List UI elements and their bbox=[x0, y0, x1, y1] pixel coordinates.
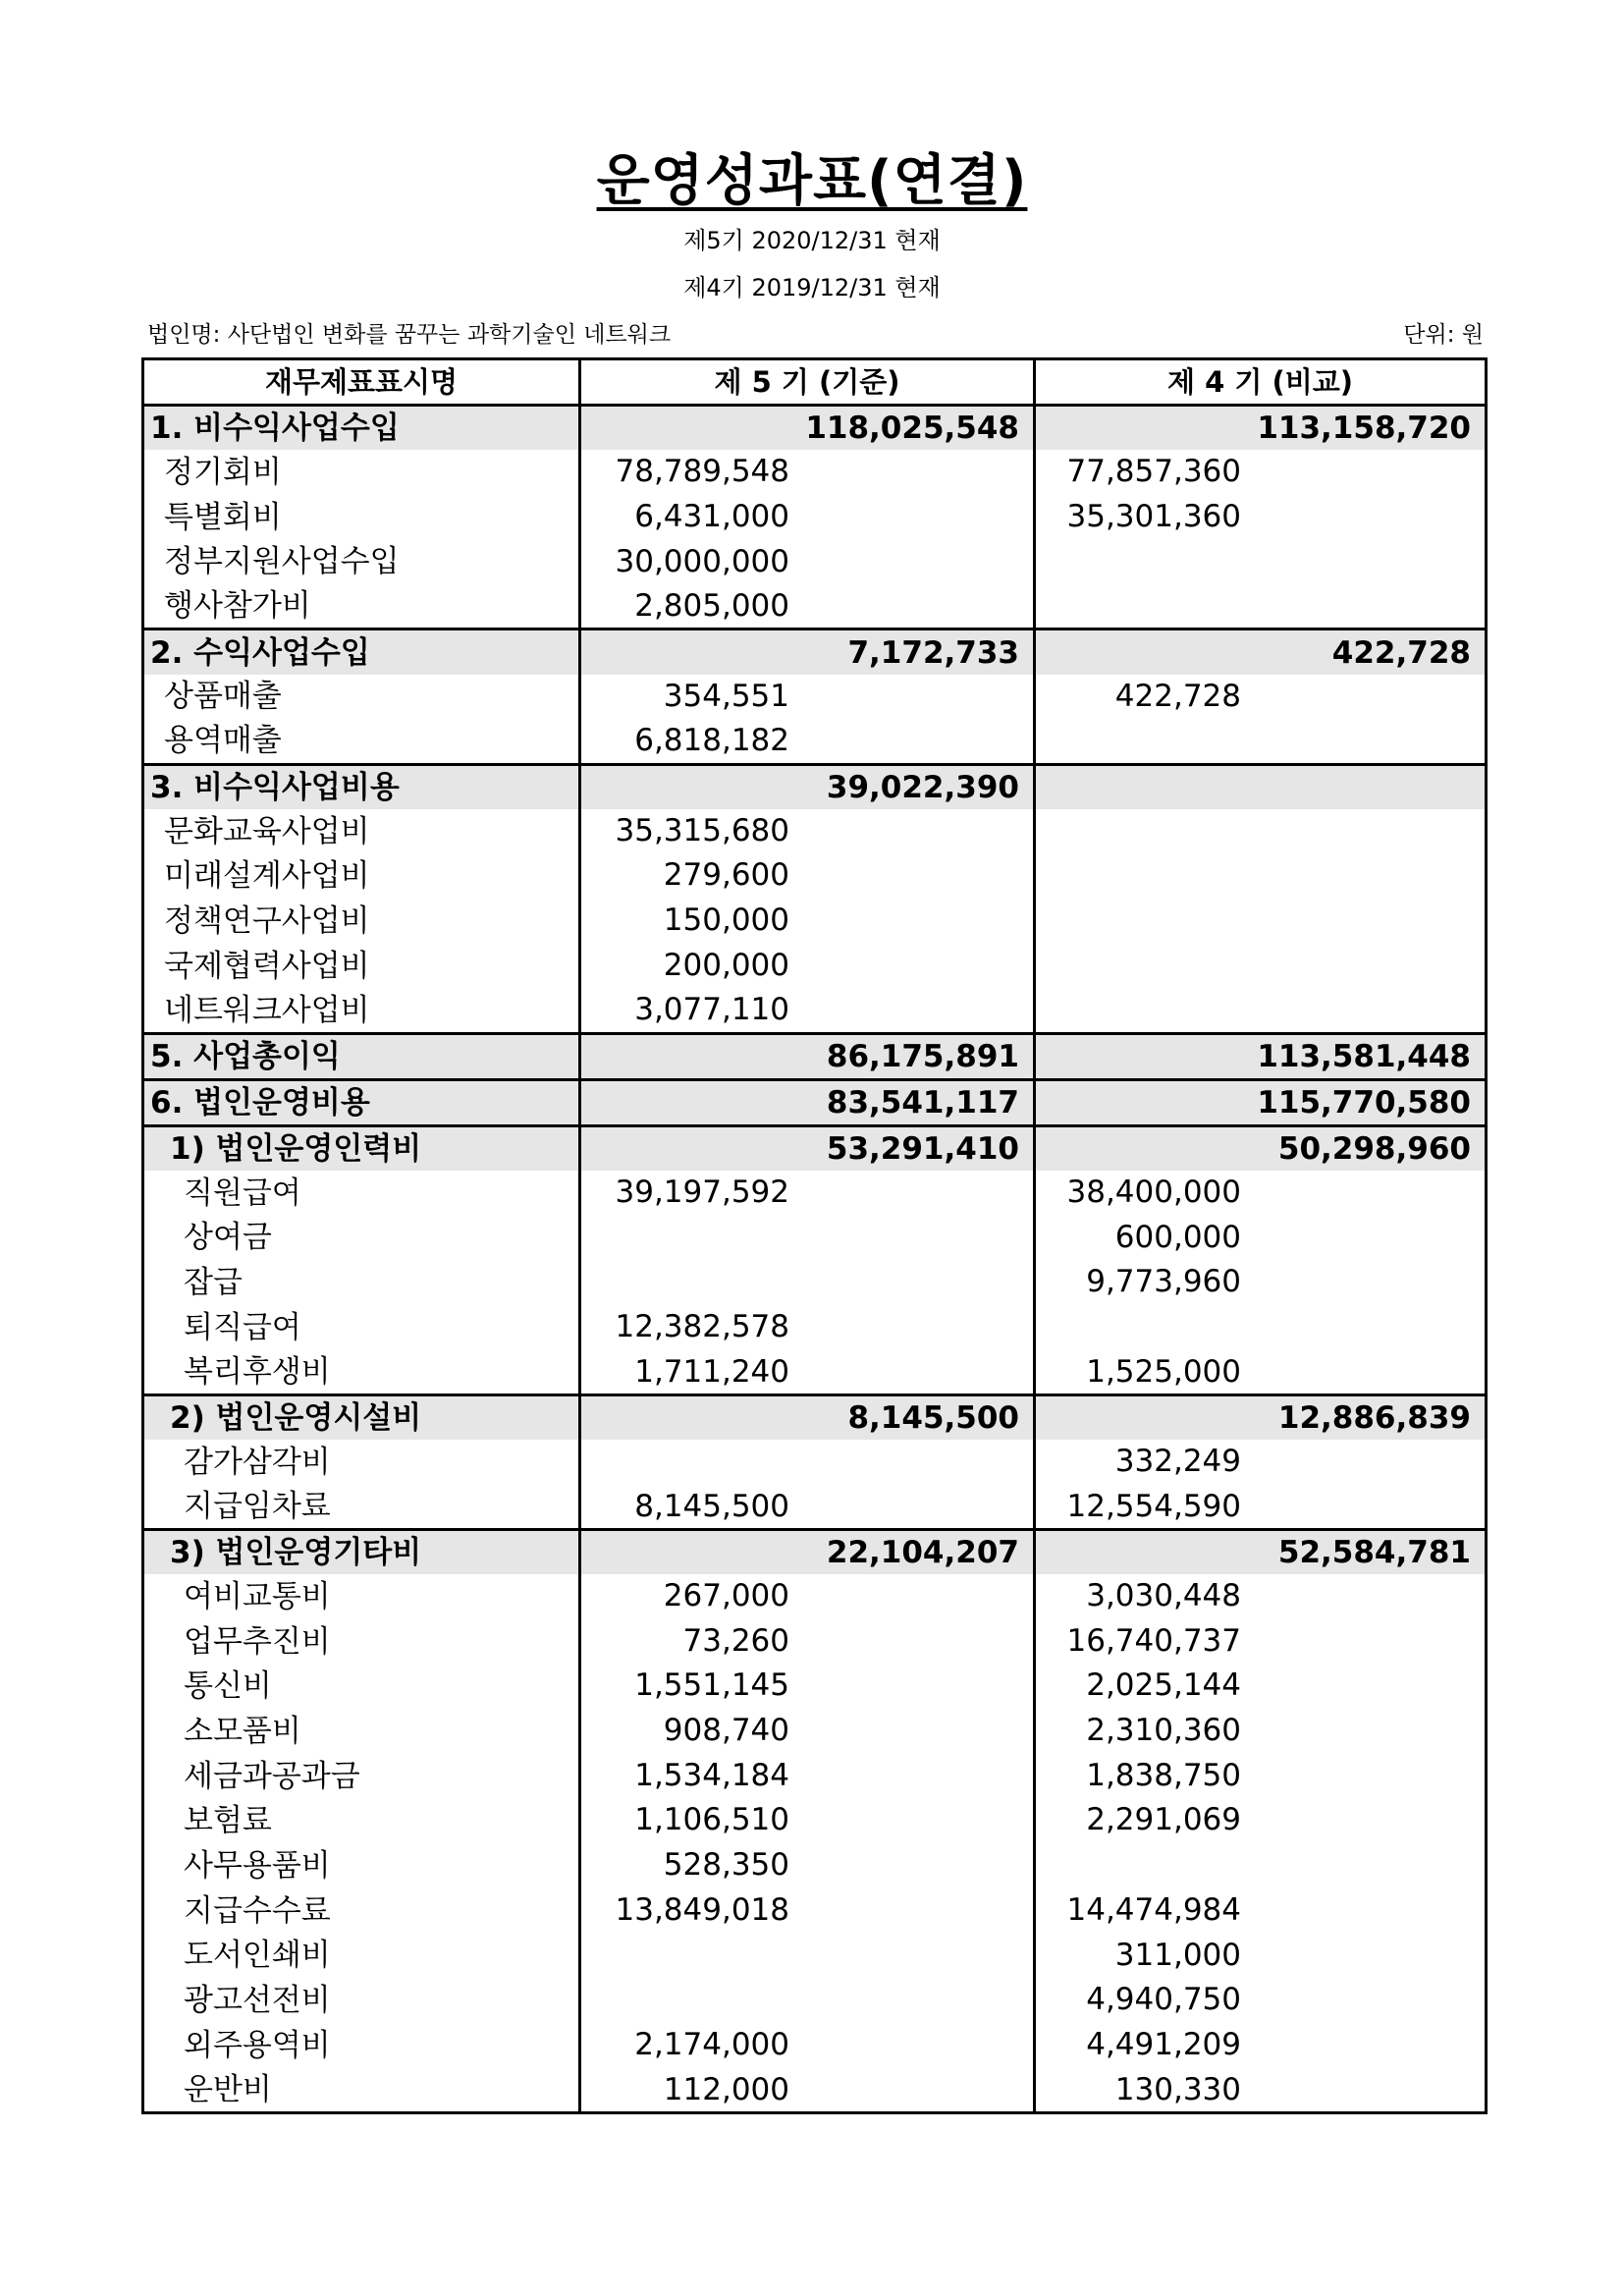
current-period-cell bbox=[580, 1978, 1035, 2023]
current-period-cell bbox=[580, 988, 1035, 1033]
table-row bbox=[143, 2023, 1487, 2068]
previous-period-cell bbox=[1035, 1350, 1487, 1395]
amount-value: 2,310,360 bbox=[1086, 1713, 1241, 1749]
header-account-name: 재무제표표시명 bbox=[143, 359, 580, 406]
previous-period-cell bbox=[1035, 719, 1487, 764]
account-name-cell: 2) 법인운영시설비 bbox=[143, 1394, 580, 1440]
amount-value: 2,174,000 bbox=[634, 2026, 789, 2062]
account-name-cell: 통신비 bbox=[143, 1664, 580, 1709]
amount-value: 3,077,110 bbox=[634, 992, 789, 1028]
account-name-cell: 정기회비 bbox=[143, 450, 580, 495]
previous-period-cell bbox=[1035, 540, 1487, 585]
previous-period-cell bbox=[1035, 2023, 1487, 2068]
current-period-cell bbox=[580, 495, 1035, 540]
current-period-cell bbox=[580, 1485, 1035, 1530]
amount-value: 12,382,578 bbox=[615, 1308, 789, 1344]
amount-value: 1,534,184 bbox=[634, 1757, 789, 1793]
account-name-cell: 여비교통비 bbox=[143, 1574, 580, 1619]
account-name-cell: 직원급여 bbox=[143, 1171, 580, 1216]
account-name-cell: 도서인쇄비 bbox=[143, 1934, 580, 1979]
current-period-cell bbox=[580, 2068, 1035, 2113]
current-period-cell bbox=[580, 584, 1035, 629]
amount-value: 73,260 bbox=[682, 1622, 789, 1659]
previous-period-cell: 113,158,720 bbox=[1035, 406, 1487, 451]
previous-period-cell: 422,728 bbox=[1035, 629, 1487, 675]
current-period-cell: 118,025,548 bbox=[580, 406, 1035, 451]
account-name-cell: 사무용품비 bbox=[143, 1843, 580, 1888]
previous-period-cell bbox=[1035, 1171, 1487, 1216]
previous-period-cell bbox=[1035, 944, 1487, 989]
page-title: 운영성과표(연결) bbox=[596, 149, 1028, 213]
account-name-cell: 3) 법인운영기타비 bbox=[143, 1529, 580, 1574]
previous-period-cell bbox=[1035, 450, 1487, 495]
previous-period-cell bbox=[1035, 988, 1487, 1033]
previous-period-cell bbox=[1035, 1305, 1487, 1350]
previous-period-cell bbox=[1035, 1798, 1487, 1843]
previous-period-cell bbox=[1035, 495, 1487, 540]
amount-value: 422,728 bbox=[1114, 678, 1241, 714]
account-name-cell: 국제협력사업비 bbox=[143, 944, 580, 989]
table-row bbox=[143, 809, 1487, 854]
amount-value: 12,554,590 bbox=[1066, 1488, 1241, 1524]
previous-period-cell bbox=[1035, 1260, 1487, 1305]
amount-value: 112,000 bbox=[663, 2071, 789, 2107]
current-period-cell bbox=[580, 1171, 1035, 1216]
table-row bbox=[143, 1171, 1487, 1216]
previous-period-cell bbox=[1035, 1574, 1487, 1619]
account-name-cell: 소모품비 bbox=[143, 1709, 580, 1754]
amount-value: 6,431,000 bbox=[634, 498, 789, 534]
account-name-cell: 보험료 bbox=[143, 1798, 580, 1843]
account-name-cell: 문화교육사업비 bbox=[143, 809, 580, 854]
amount-value: 6,818,182 bbox=[634, 723, 789, 759]
table-row bbox=[143, 1305, 1487, 1350]
table-row bbox=[143, 1440, 1487, 1485]
previous-period-cell bbox=[1035, 1485, 1487, 1530]
table-row bbox=[143, 1754, 1487, 1799]
amount-value: 279,600 bbox=[663, 857, 789, 894]
current-period-cell bbox=[580, 2023, 1035, 2068]
amount-value: 1,838,750 bbox=[1086, 1757, 1241, 1793]
amount-value: 2,291,069 bbox=[1086, 1802, 1241, 1838]
previous-period-cell bbox=[1035, 1978, 1487, 2023]
current-period-cell: 7,172,733 bbox=[580, 629, 1035, 675]
table-row bbox=[143, 1485, 1487, 1530]
current-period-cell bbox=[580, 1843, 1035, 1888]
account-name-cell: 1. 비수익사업수입 bbox=[143, 406, 580, 451]
amount-value: 4,491,209 bbox=[1086, 2026, 1241, 2062]
current-period-cell bbox=[580, 540, 1035, 585]
current-period-cell bbox=[580, 899, 1035, 944]
table-row bbox=[143, 1934, 1487, 1979]
unit-label: 단위: 원 bbox=[1403, 322, 1484, 348]
amount-value: 528,350 bbox=[663, 1847, 789, 1884]
amount-value: 600,000 bbox=[1114, 1219, 1241, 1255]
account-name-cell: 특별회비 bbox=[143, 495, 580, 540]
organization-name: 법인명: 사단법인 변화를 꿈꾸는 과학기술인 네트워크 bbox=[147, 322, 672, 348]
table-row bbox=[143, 719, 1487, 764]
account-name-cell: 외주용역비 bbox=[143, 2023, 580, 2068]
previous-period-cell bbox=[1035, 1888, 1487, 1934]
current-period-cell bbox=[580, 1798, 1035, 1843]
amount-value: 77,857,360 bbox=[1066, 454, 1241, 490]
period-previous: 제4기 2019/12/31 현재 bbox=[683, 274, 941, 301]
financial-statement-table bbox=[141, 357, 1488, 2114]
current-period-cell bbox=[580, 853, 1035, 899]
table-row bbox=[143, 540, 1487, 585]
account-name-cell: 5. 사업총이익 bbox=[143, 1033, 580, 1079]
account-name-cell: 행사참가비 bbox=[143, 584, 580, 629]
previous-period-cell: 50,298,960 bbox=[1035, 1125, 1487, 1171]
table-row bbox=[143, 853, 1487, 899]
account-name-cell: 광고선전비 bbox=[143, 1978, 580, 2023]
account-name-cell: 6. 법인운영비용 bbox=[143, 1079, 580, 1125]
amount-value: 14,474,984 bbox=[1066, 1891, 1241, 1928]
previous-period-cell bbox=[1035, 1754, 1487, 1799]
current-period-cell: 53,291,410 bbox=[580, 1125, 1035, 1171]
amount-value: 150,000 bbox=[663, 902, 789, 939]
table-row bbox=[143, 1216, 1487, 1261]
current-period-cell bbox=[580, 944, 1035, 989]
amount-value: 1,551,145 bbox=[634, 1667, 789, 1704]
current-period-cell: 22,104,207 bbox=[580, 1529, 1035, 1574]
amount-value: 16,740,737 bbox=[1066, 1622, 1241, 1659]
table-row-total bbox=[143, 1125, 1487, 1171]
table-row bbox=[143, 1798, 1487, 1843]
table-row bbox=[143, 1978, 1487, 2023]
table-row bbox=[143, 584, 1487, 629]
amount-value: 2,025,144 bbox=[1086, 1667, 1241, 1704]
previous-period-cell: 115,770,580 bbox=[1035, 1079, 1487, 1125]
current-period-cell bbox=[580, 1305, 1035, 1350]
account-name-cell: 지급임차료 bbox=[143, 1485, 580, 1530]
table-row bbox=[143, 899, 1487, 944]
account-name-cell: 세금과공과금 bbox=[143, 1754, 580, 1799]
previous-period-cell bbox=[1035, 899, 1487, 944]
account-name-cell: 운반비 bbox=[143, 2068, 580, 2113]
amount-value: 2,805,000 bbox=[634, 588, 789, 625]
current-period-cell bbox=[580, 1934, 1035, 1979]
amount-value: 78,789,548 bbox=[615, 454, 789, 490]
previous-period-cell bbox=[1035, 1843, 1487, 1888]
account-name-cell: 3. 비수익사업비용 bbox=[143, 764, 580, 809]
previous-period-cell bbox=[1035, 675, 1487, 720]
amount-value: 1,711,240 bbox=[634, 1353, 789, 1390]
current-period-cell bbox=[580, 1754, 1035, 1799]
current-period-cell bbox=[580, 1664, 1035, 1709]
current-period-cell bbox=[580, 1260, 1035, 1305]
table-body bbox=[143, 406, 1487, 2113]
account-name-cell: 퇴직급여 bbox=[143, 1305, 580, 1350]
account-name-cell: 미래설계사업비 bbox=[143, 853, 580, 899]
table-row bbox=[143, 2068, 1487, 2113]
previous-period-cell: 113,581,448 bbox=[1035, 1033, 1487, 1079]
current-period-cell bbox=[580, 1709, 1035, 1754]
amount-value: 3,030,448 bbox=[1086, 1578, 1241, 1613]
current-period-cell bbox=[580, 1888, 1035, 1934]
previous-period-cell: 52,584,781 bbox=[1035, 1529, 1487, 1574]
account-name-cell: 감가삼각비 bbox=[143, 1440, 580, 1485]
table-row-total bbox=[143, 1033, 1487, 1079]
account-name-cell: 1) 법인운영인력비 bbox=[143, 1125, 580, 1171]
account-name-cell: 네트워크사업비 bbox=[143, 988, 580, 1033]
current-period-cell bbox=[580, 809, 1035, 854]
header-previous-period: 제 4 기 (비교) bbox=[1035, 359, 1487, 406]
previous-period-cell bbox=[1035, 853, 1487, 899]
table-row bbox=[143, 1843, 1487, 1888]
account-name-cell: 잡급 bbox=[143, 1260, 580, 1305]
previous-period-cell: 12,886,839 bbox=[1035, 1394, 1487, 1440]
current-period-cell bbox=[580, 1440, 1035, 1485]
table-row bbox=[143, 450, 1487, 495]
amount-value: 267,000 bbox=[663, 1578, 789, 1613]
amount-value: 9,773,960 bbox=[1086, 1264, 1241, 1300]
table-row-total bbox=[143, 1529, 1487, 1574]
amount-value: 130,330 bbox=[1114, 2071, 1241, 2107]
amount-value: 38,400,000 bbox=[1066, 1174, 1241, 1210]
amount-value: 332,249 bbox=[1114, 1443, 1241, 1479]
table-row bbox=[143, 495, 1487, 540]
header-current-period: 제 5 기 (기준) bbox=[580, 359, 1035, 406]
account-name-cell: 상품매출 bbox=[143, 675, 580, 720]
amount-value: 39,197,592 bbox=[615, 1174, 789, 1210]
current-period-cell bbox=[580, 719, 1035, 764]
amount-value: 35,315,680 bbox=[615, 812, 789, 848]
amount-value: 8,145,500 bbox=[634, 1488, 789, 1524]
table-row bbox=[143, 675, 1487, 720]
table-row-total bbox=[143, 629, 1487, 675]
table-row bbox=[143, 944, 1487, 989]
table-row bbox=[143, 988, 1487, 1033]
previous-period-cell bbox=[1035, 1216, 1487, 1261]
current-period-cell bbox=[580, 675, 1035, 720]
amount-value: 1,106,510 bbox=[634, 1802, 789, 1838]
current-period-cell: 83,541,117 bbox=[580, 1079, 1035, 1125]
amount-value: 200,000 bbox=[663, 947, 789, 983]
amount-value: 4,940,750 bbox=[1086, 1982, 1241, 2018]
current-period-cell bbox=[580, 1350, 1035, 1395]
table-row bbox=[143, 1888, 1487, 1934]
previous-period-cell bbox=[1035, 2068, 1487, 2113]
account-name-cell: 상여금 bbox=[143, 1216, 580, 1261]
amount-value: 1,525,000 bbox=[1086, 1353, 1241, 1390]
table-row bbox=[143, 1619, 1487, 1665]
amount-value: 354,551 bbox=[663, 678, 789, 714]
previous-period-cell bbox=[1035, 1709, 1487, 1754]
table-row-total bbox=[143, 764, 1487, 809]
table-row bbox=[143, 1574, 1487, 1619]
period-current: 제5기 2020/12/31 현재 bbox=[683, 227, 941, 254]
previous-period-cell bbox=[1035, 1664, 1487, 1709]
previous-period-cell bbox=[1035, 809, 1487, 854]
previous-period-cell bbox=[1035, 1440, 1487, 1485]
account-name-cell: 정책연구사업비 bbox=[143, 899, 580, 944]
previous-period-cell bbox=[1035, 1934, 1487, 1979]
table-row-total bbox=[143, 1079, 1487, 1125]
previous-period-cell bbox=[1035, 584, 1487, 629]
amount-value: 311,000 bbox=[1114, 1937, 1241, 1973]
table-row bbox=[143, 1260, 1487, 1305]
amount-value: 13,849,018 bbox=[615, 1891, 789, 1928]
table-row-total bbox=[143, 406, 1487, 451]
current-period-cell bbox=[580, 1216, 1035, 1261]
amount-value: 35,301,360 bbox=[1066, 498, 1241, 534]
amount-value: 908,740 bbox=[663, 1713, 789, 1749]
current-period-cell: 39,022,390 bbox=[580, 764, 1035, 809]
current-period-cell bbox=[580, 1619, 1035, 1665]
account-name-cell: 지급수수료 bbox=[143, 1888, 580, 1934]
account-name-cell: 용역매출 bbox=[143, 719, 580, 764]
account-name-cell: 업무추진비 bbox=[143, 1619, 580, 1665]
amount-value: 30,000,000 bbox=[615, 543, 789, 579]
previous-period-cell bbox=[1035, 1619, 1487, 1665]
account-name-cell: 복리후생비 bbox=[143, 1350, 580, 1395]
table-row-total bbox=[143, 1394, 1487, 1440]
table-row bbox=[143, 1709, 1487, 1754]
table-row bbox=[143, 1664, 1487, 1709]
previous-period-cell bbox=[1035, 764, 1487, 809]
account-name-cell: 정부지원사업수입 bbox=[143, 540, 580, 585]
account-name-cell: 2. 수익사업수입 bbox=[143, 629, 580, 675]
current-period-cell: 8,145,500 bbox=[580, 1394, 1035, 1440]
current-period-cell bbox=[580, 1574, 1035, 1619]
table-row bbox=[143, 1350, 1487, 1395]
current-period-cell bbox=[580, 450, 1035, 495]
current-period-cell: 86,175,891 bbox=[580, 1033, 1035, 1079]
table-header-row bbox=[143, 359, 1487, 406]
